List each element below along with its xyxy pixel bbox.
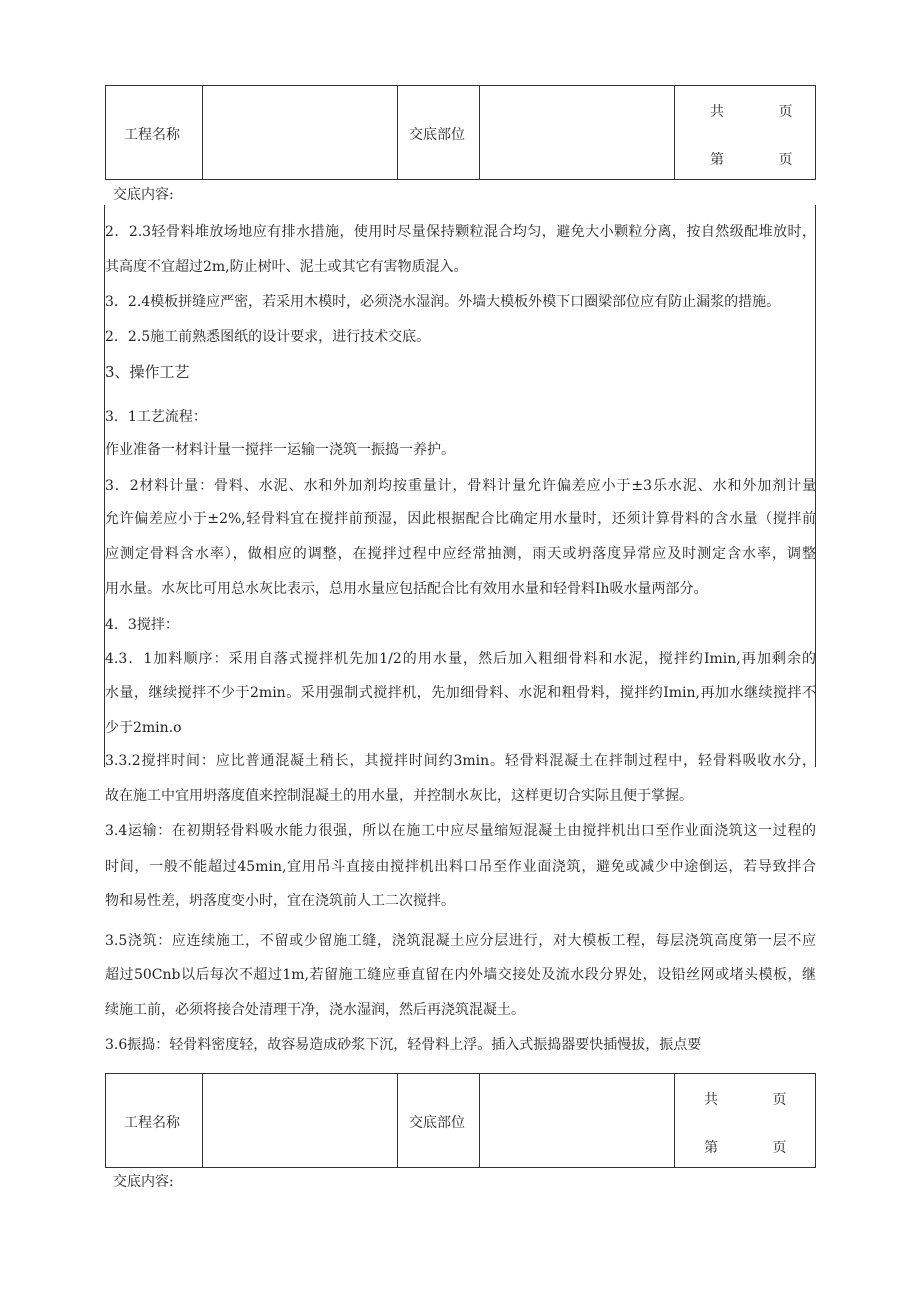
content-line: 4.3．1加料顺序：采用自落式搅拌机先加1/2的用水量，然后加入粗细骨料和水泥，搅拌约Imin,再加剩余的: [105, 651, 816, 667]
current-label: 第: [710, 152, 724, 168]
project-name-label: 工程名称: [124, 1115, 180, 1131]
page-unit: 页: [772, 1140, 787, 1156]
content-line: 3.5浇筑：应连续施工，不留或少留施工缝，浇筑混凝土应分层进行，对大模板工程，每层浇筑高度第一层不应: [105, 933, 816, 949]
divider: [674, 86, 675, 179]
page-unit: 页: [772, 1092, 787, 1108]
header-table-1: [105, 85, 816, 180]
content-line: 3.4运输：在初期轻骨料吸水能力很强，所以在施工中应尽量缩短混凝土由搅拌机出口至作业面浇筑这一过程的: [105, 823, 816, 839]
page-unit: 页: [778, 104, 793, 120]
content-line: 3．2材料计量：骨料、水泥、水和外加剂均按重量计，骨料计量允许偏差应小于±3乐水泥、水和外加剂计量: [105, 478, 816, 494]
content-line: 2．2.3轻骨料堆放场地应有排水措施，使用时尽量保持颗粒混合均匀，避免大小颗粒分离，按自然级配堆放时，: [105, 224, 816, 240]
content-line: 2．2.5施工前熟悉图纸的设计要求，进行技术交底。: [105, 329, 431, 345]
divider: [397, 86, 398, 179]
content-line: 3.6振捣：轻骨料密度轻，故容易造成砂浆下沉，轻骨料上浮。插入式振捣器要快插慢拔，振点要: [105, 1037, 702, 1053]
content-line: 允许偏差应小于±2%,轻骨料宜在搅拌前预湿，因此根据配合比确定用水量时，还须计算骨料的含水量（搅拌前: [105, 511, 816, 527]
content-line: 物和易性差，坍落度变小时，宜在浇筑前人工二次搅拌。: [105, 893, 455, 909]
content-line: 水量，继续搅拌不少于2min。采用强制式搅拌机，先加细骨料、水泥和粗骨料，搅拌约Imin,再加水继续搅拌不: [105, 685, 816, 701]
content-line: 作业准备一材料计量一搅拌一运输一浇筑一振捣一养护。: [105, 442, 455, 458]
divider: [397, 1074, 398, 1167]
header-table-2: [105, 1073, 816, 1168]
content-line: 3.3.2搅拌时间：应比普通混凝土稍长，其搅拌时间约3min。轻骨料混凝土在拌制过程中，轻骨料吸收水分，: [105, 753, 816, 769]
total-pages: [704, 1089, 786, 1109]
content-line: 少于2min.o: [105, 720, 182, 736]
divider: [479, 86, 480, 179]
content-line: 3．2.4模板拼缝应严密，若采用木模时，必须浇水湿润。外墙大模板外模下口圈梁部位应有防止漏浆的措施。: [105, 294, 781, 310]
content-subtitle: 交底内容:: [113, 187, 174, 203]
divider: [202, 86, 203, 179]
content-line: 其高度不宜超过2m,防止树叶、泥土或其它有害物质混入。: [105, 259, 468, 275]
content-line: 续施工前，必须将接合处清理干净，浇水湿润，然后再浇筑混凝土。: [105, 1002, 525, 1018]
content-line: 时间，一般不能超过45min,宜用吊斗直接由搅拌机出料口吊至作业面浇筑，避免或减少中途倒运，若导致拌合: [105, 859, 816, 875]
content-subtitle: 交底内容:: [113, 1174, 174, 1190]
total-label: 共: [704, 1092, 718, 1108]
project-name-label: 工程名称: [124, 127, 180, 143]
page-unit: 页: [778, 152, 793, 168]
content-line: 用水量。水灰比可用总水灰比表示，总用水量应包括配合比有效用水量和轻骨料Ih吸水量两部分。: [105, 581, 708, 597]
total-label: 共: [710, 104, 724, 120]
current-page: [710, 149, 792, 169]
content-line: 超过50Cnb以后每次不超过1m,若留施工缝应垂直留在内外墙交接处及流水段分界处，设铅丝网或堵头模板，继: [105, 967, 816, 983]
divider: [479, 1074, 480, 1167]
divider: [674, 1074, 675, 1167]
section-heading: 3、操作工艺: [105, 363, 190, 381]
content-line: 3．1工艺流程：: [105, 409, 207, 425]
location-label: 交底部位: [409, 127, 465, 143]
content-line: 4．3搅拌：: [105, 617, 179, 633]
location-label: 交底部位: [409, 1115, 465, 1131]
current-page: [704, 1137, 786, 1157]
divider: [202, 1074, 203, 1167]
current-label: 第: [704, 1140, 718, 1156]
content-line: 应测定骨料含水率），做相应的调整，在搅拌过程中应经常抽测，雨天或坍落度异常应及时测定含水率，调整: [105, 546, 816, 562]
content-line: 故在施工中宜用坍落度值来控制混凝土的用水量，并控制水灰比，这样更切合实际且便于掌握。: [105, 788, 693, 804]
total-pages: [710, 101, 792, 121]
